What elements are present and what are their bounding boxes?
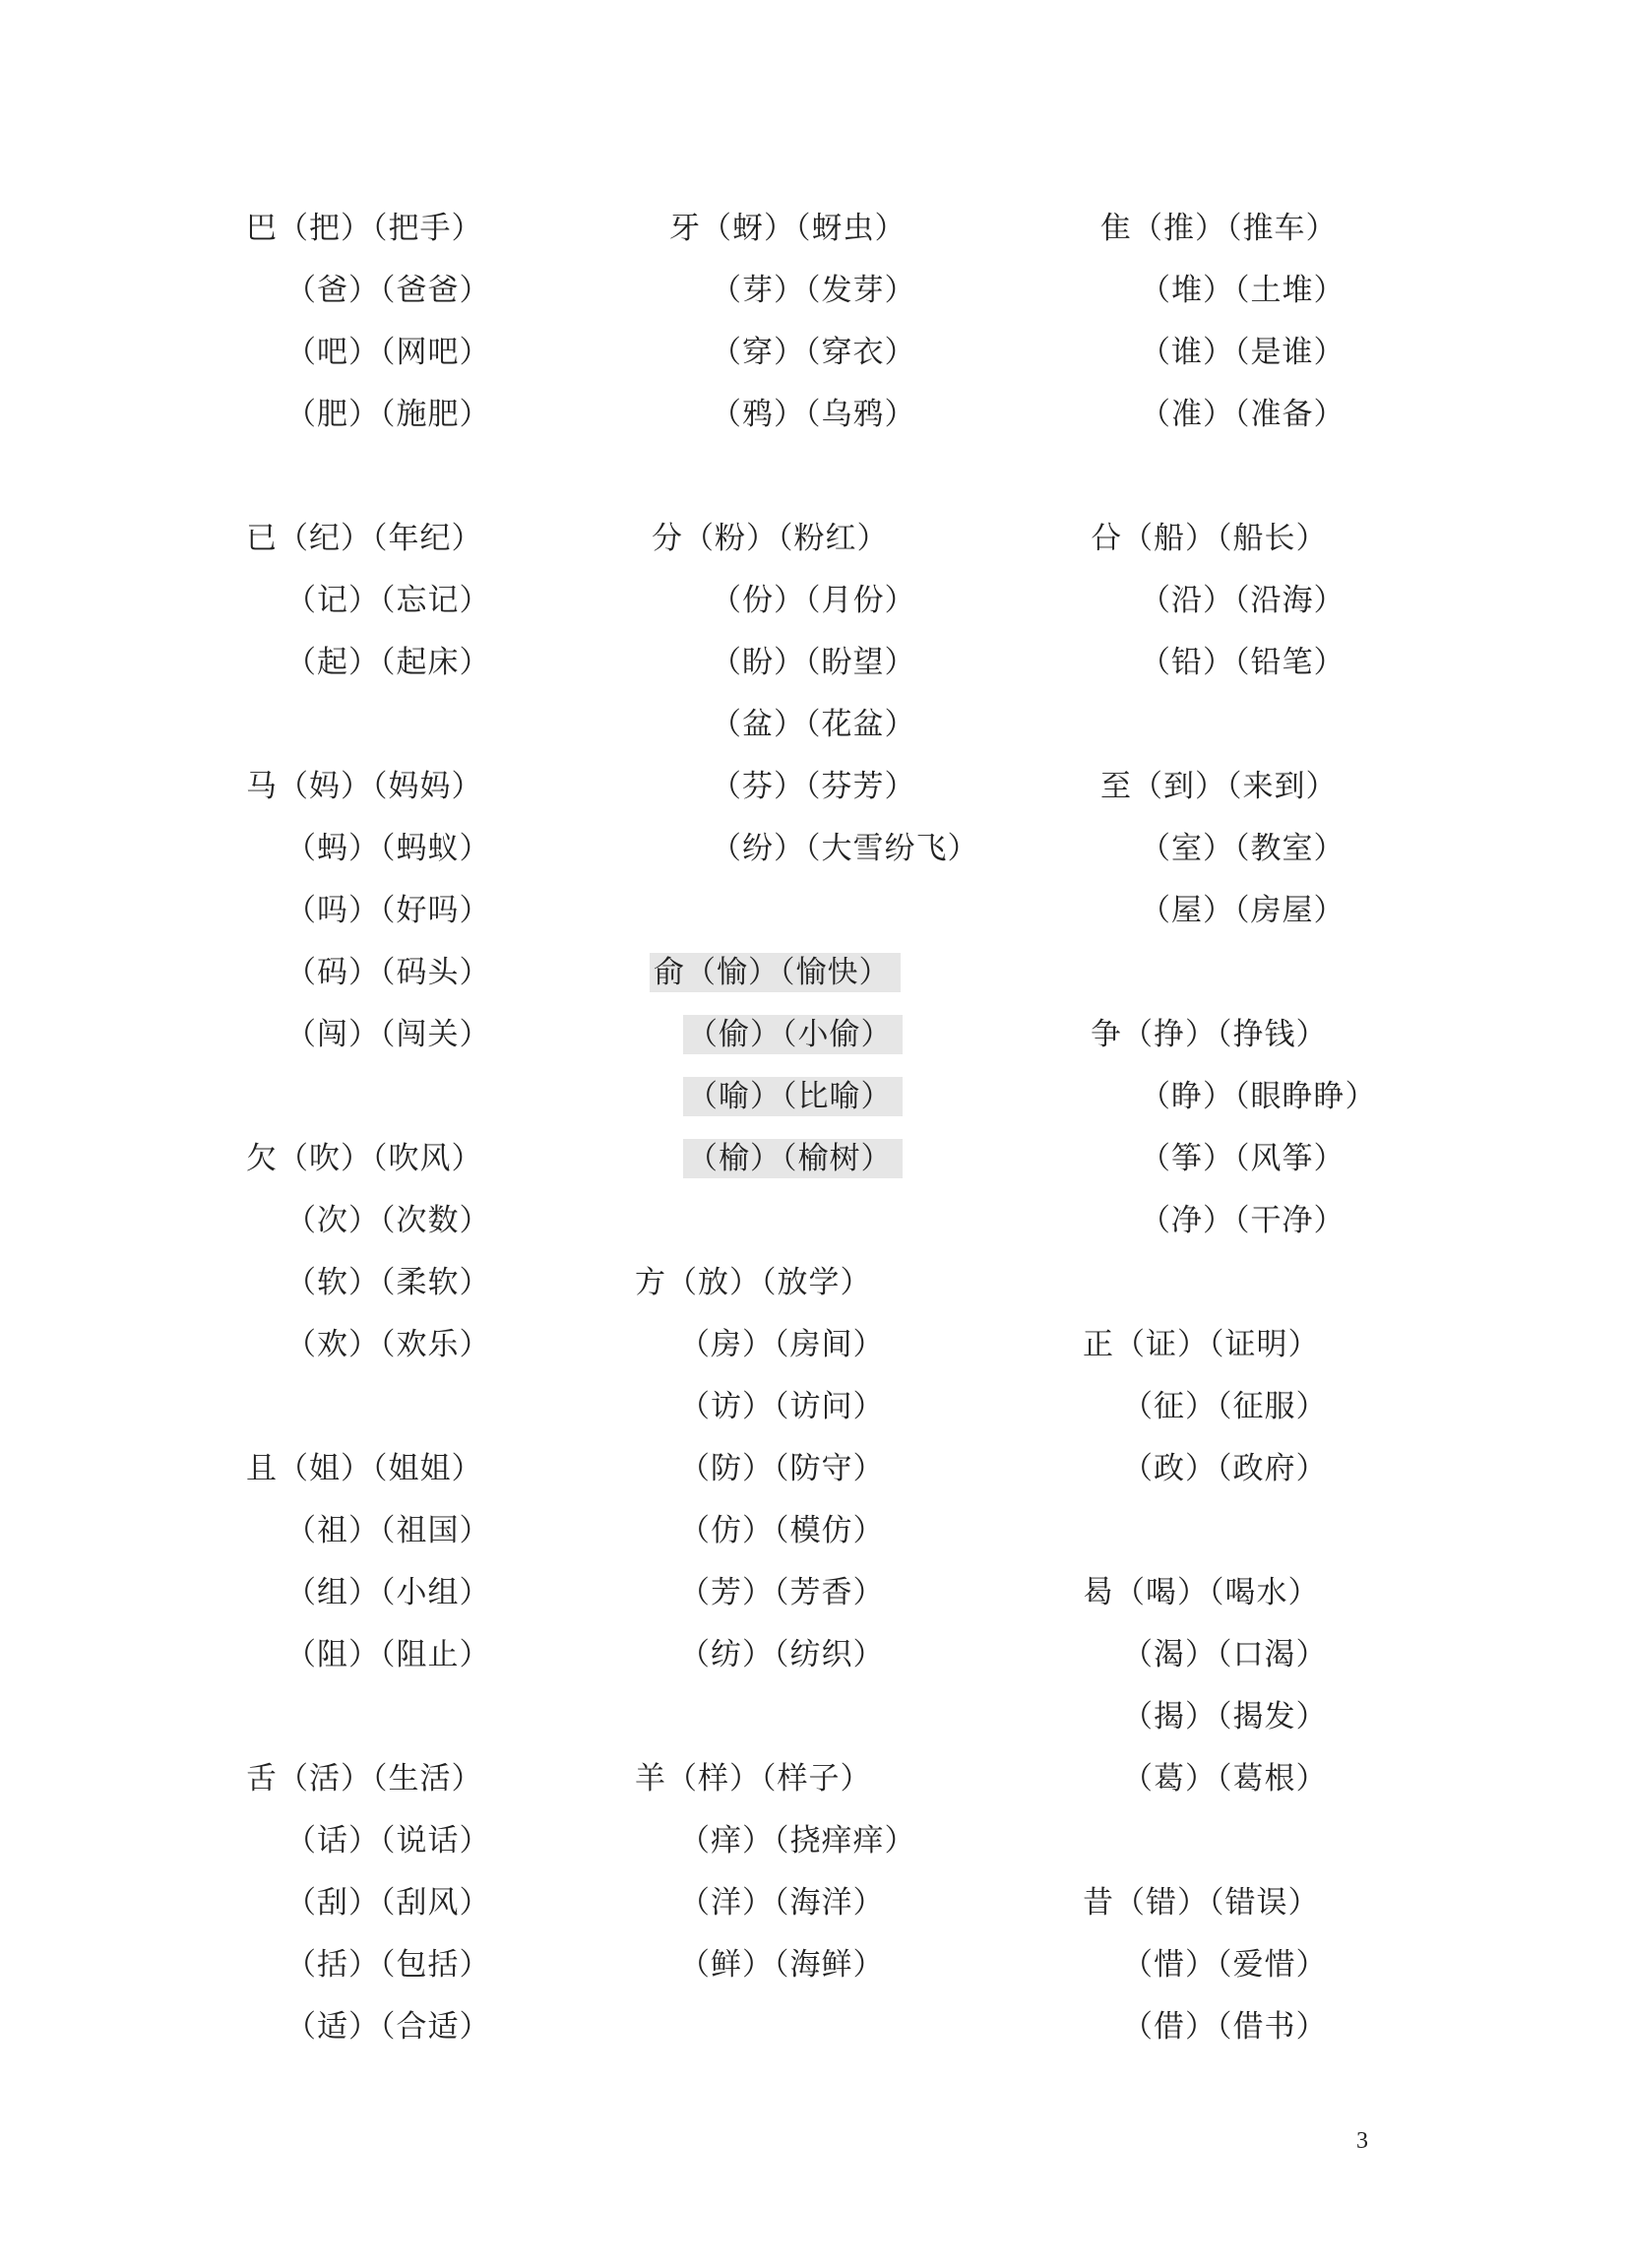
entry-line: （铅）（铅笔） (1140, 645, 1346, 680)
entry-line: 且（姐）（姐姐） (246, 1451, 483, 1486)
entry-line: 分（粉）（粉红） (652, 521, 889, 556)
entry-line: （鲜）（海鲜） (679, 1947, 885, 1983)
entry-line: （堆）（土堆） (1140, 273, 1346, 308)
entry-line: （睁）（眼睁睁） (1140, 1079, 1377, 1114)
entry-line: （蚂）（蚂蚁） (285, 831, 491, 866)
entry-line: 昔（错）（错误） (1083, 1885, 1320, 1921)
entry-line: 方（放）（放学） (635, 1265, 872, 1300)
entry-line: （葛）（葛根） (1122, 1761, 1328, 1796)
entry-line: （鸦）（乌鸦） (711, 397, 916, 432)
entry-line: （纺）（纺织） (679, 1637, 885, 1672)
entry-line: （芽）（发芽） (711, 273, 916, 308)
entry-line: 巴（把）（把手） (246, 211, 483, 246)
entry-line: （芬）（芬芳） (711, 769, 916, 804)
entry-line: （洋）（海洋） (679, 1885, 885, 1921)
entry-line: （欢）（欢乐） (285, 1327, 491, 1362)
entry-line: （记）（忘记） (285, 583, 491, 618)
highlighted-entry-line: （偷）（小偷） (683, 1015, 903, 1054)
entry-line: （准）（准备） (1140, 397, 1346, 432)
entry-line: 舌（活）（生活） (246, 1761, 483, 1796)
entry-line: （组）（小组） (285, 1575, 491, 1610)
entry-line: （沿）（沿海） (1140, 583, 1346, 618)
entry-line: （访）（访问） (679, 1389, 885, 1424)
entry-line: （刮）（刮风） (285, 1885, 491, 1921)
entry-line: 㕣（船）（船长） (1091, 521, 1328, 556)
entry-line: （惜）（爱惜） (1122, 1947, 1328, 1983)
entry-line: （肥）（施肥） (285, 397, 491, 432)
entry-line: （仿）（模仿） (679, 1513, 885, 1548)
entry-line: （痒）（挠痒痒） (679, 1823, 916, 1858)
entry-line: （屋）（房屋） (1140, 893, 1346, 928)
entry-line: （房）（房间） (679, 1327, 885, 1362)
entry-line: （纷）（大雪纷飞） (711, 831, 979, 866)
highlighted-entry-line: 俞（愉）（愉快） (650, 953, 901, 992)
entry-line: （括）（包括） (285, 1947, 491, 1983)
entry-line: （适）（合适） (285, 2009, 491, 2045)
entry-line: （穿）（穿衣） (711, 335, 916, 370)
entry-line: （阻）（阻止） (285, 1637, 491, 1672)
entry-line: （祖）（祖国） (285, 1513, 491, 1548)
entry-line: （码）（码头） (285, 955, 491, 990)
entry-line: 马（妈）（妈妈） (246, 769, 483, 804)
entry-line: 牙（蚜）（蚜虫） (669, 211, 907, 246)
entry-line: 至（到）（来到） (1100, 769, 1338, 804)
highlighted-entry-line: （喻）（比喻） (683, 1077, 903, 1116)
entry-line: （揭）（揭发） (1122, 1699, 1328, 1734)
entry-line: （吗）（好吗） (285, 893, 491, 928)
entry-line: （起）（起床） (285, 645, 491, 680)
entry-line: （盆）（花盆） (711, 707, 916, 742)
entry-line: （闯）（闯关） (285, 1017, 491, 1052)
highlighted-entry-line: （榆）（榆树） (683, 1139, 903, 1178)
entry-line: （爸）（爸爸） (285, 273, 491, 308)
entry-line: （份）（月份） (711, 583, 916, 618)
entry-line: 羊（样）（样子） (635, 1761, 872, 1796)
entry-line: （防）（防守） (679, 1451, 885, 1486)
entry-line: （净）（干净） (1140, 1203, 1346, 1238)
entry-line: （吧）（网吧） (285, 335, 491, 370)
entry-line: （芳）（芳香） (679, 1575, 885, 1610)
entry-line: （政）（政府） (1122, 1451, 1328, 1486)
entry-line: 曷（喝）（喝水） (1083, 1575, 1320, 1610)
entry-line: （次）（次数） (285, 1203, 491, 1238)
entry-line: 争（挣）（挣钱） (1091, 1017, 1328, 1052)
entry-line: （室）（教室） (1140, 831, 1346, 866)
entry-line: （话）（说话） (285, 1823, 491, 1858)
entry-line: （软）（柔软） (285, 1265, 491, 1300)
entry-line: 欠（吹）（吹风） (246, 1141, 483, 1176)
entry-line: （渴）（口渴） (1122, 1637, 1328, 1672)
entry-line: （谁）（是谁） (1140, 335, 1346, 370)
entry-line: 正（证）（证明） (1083, 1327, 1320, 1362)
entry-line: （征）（征服） (1122, 1389, 1328, 1424)
entry-line: （盼）（盼望） (711, 645, 916, 680)
entry-line: 隹（推）（推车） (1100, 211, 1338, 246)
entry-line: （筝）（风筝） (1140, 1141, 1346, 1176)
page-number: 3 (1356, 2128, 1368, 2154)
entry-line: 已（纪）（年纪） (246, 521, 483, 556)
entry-line: （借）（借书） (1122, 2009, 1328, 2045)
